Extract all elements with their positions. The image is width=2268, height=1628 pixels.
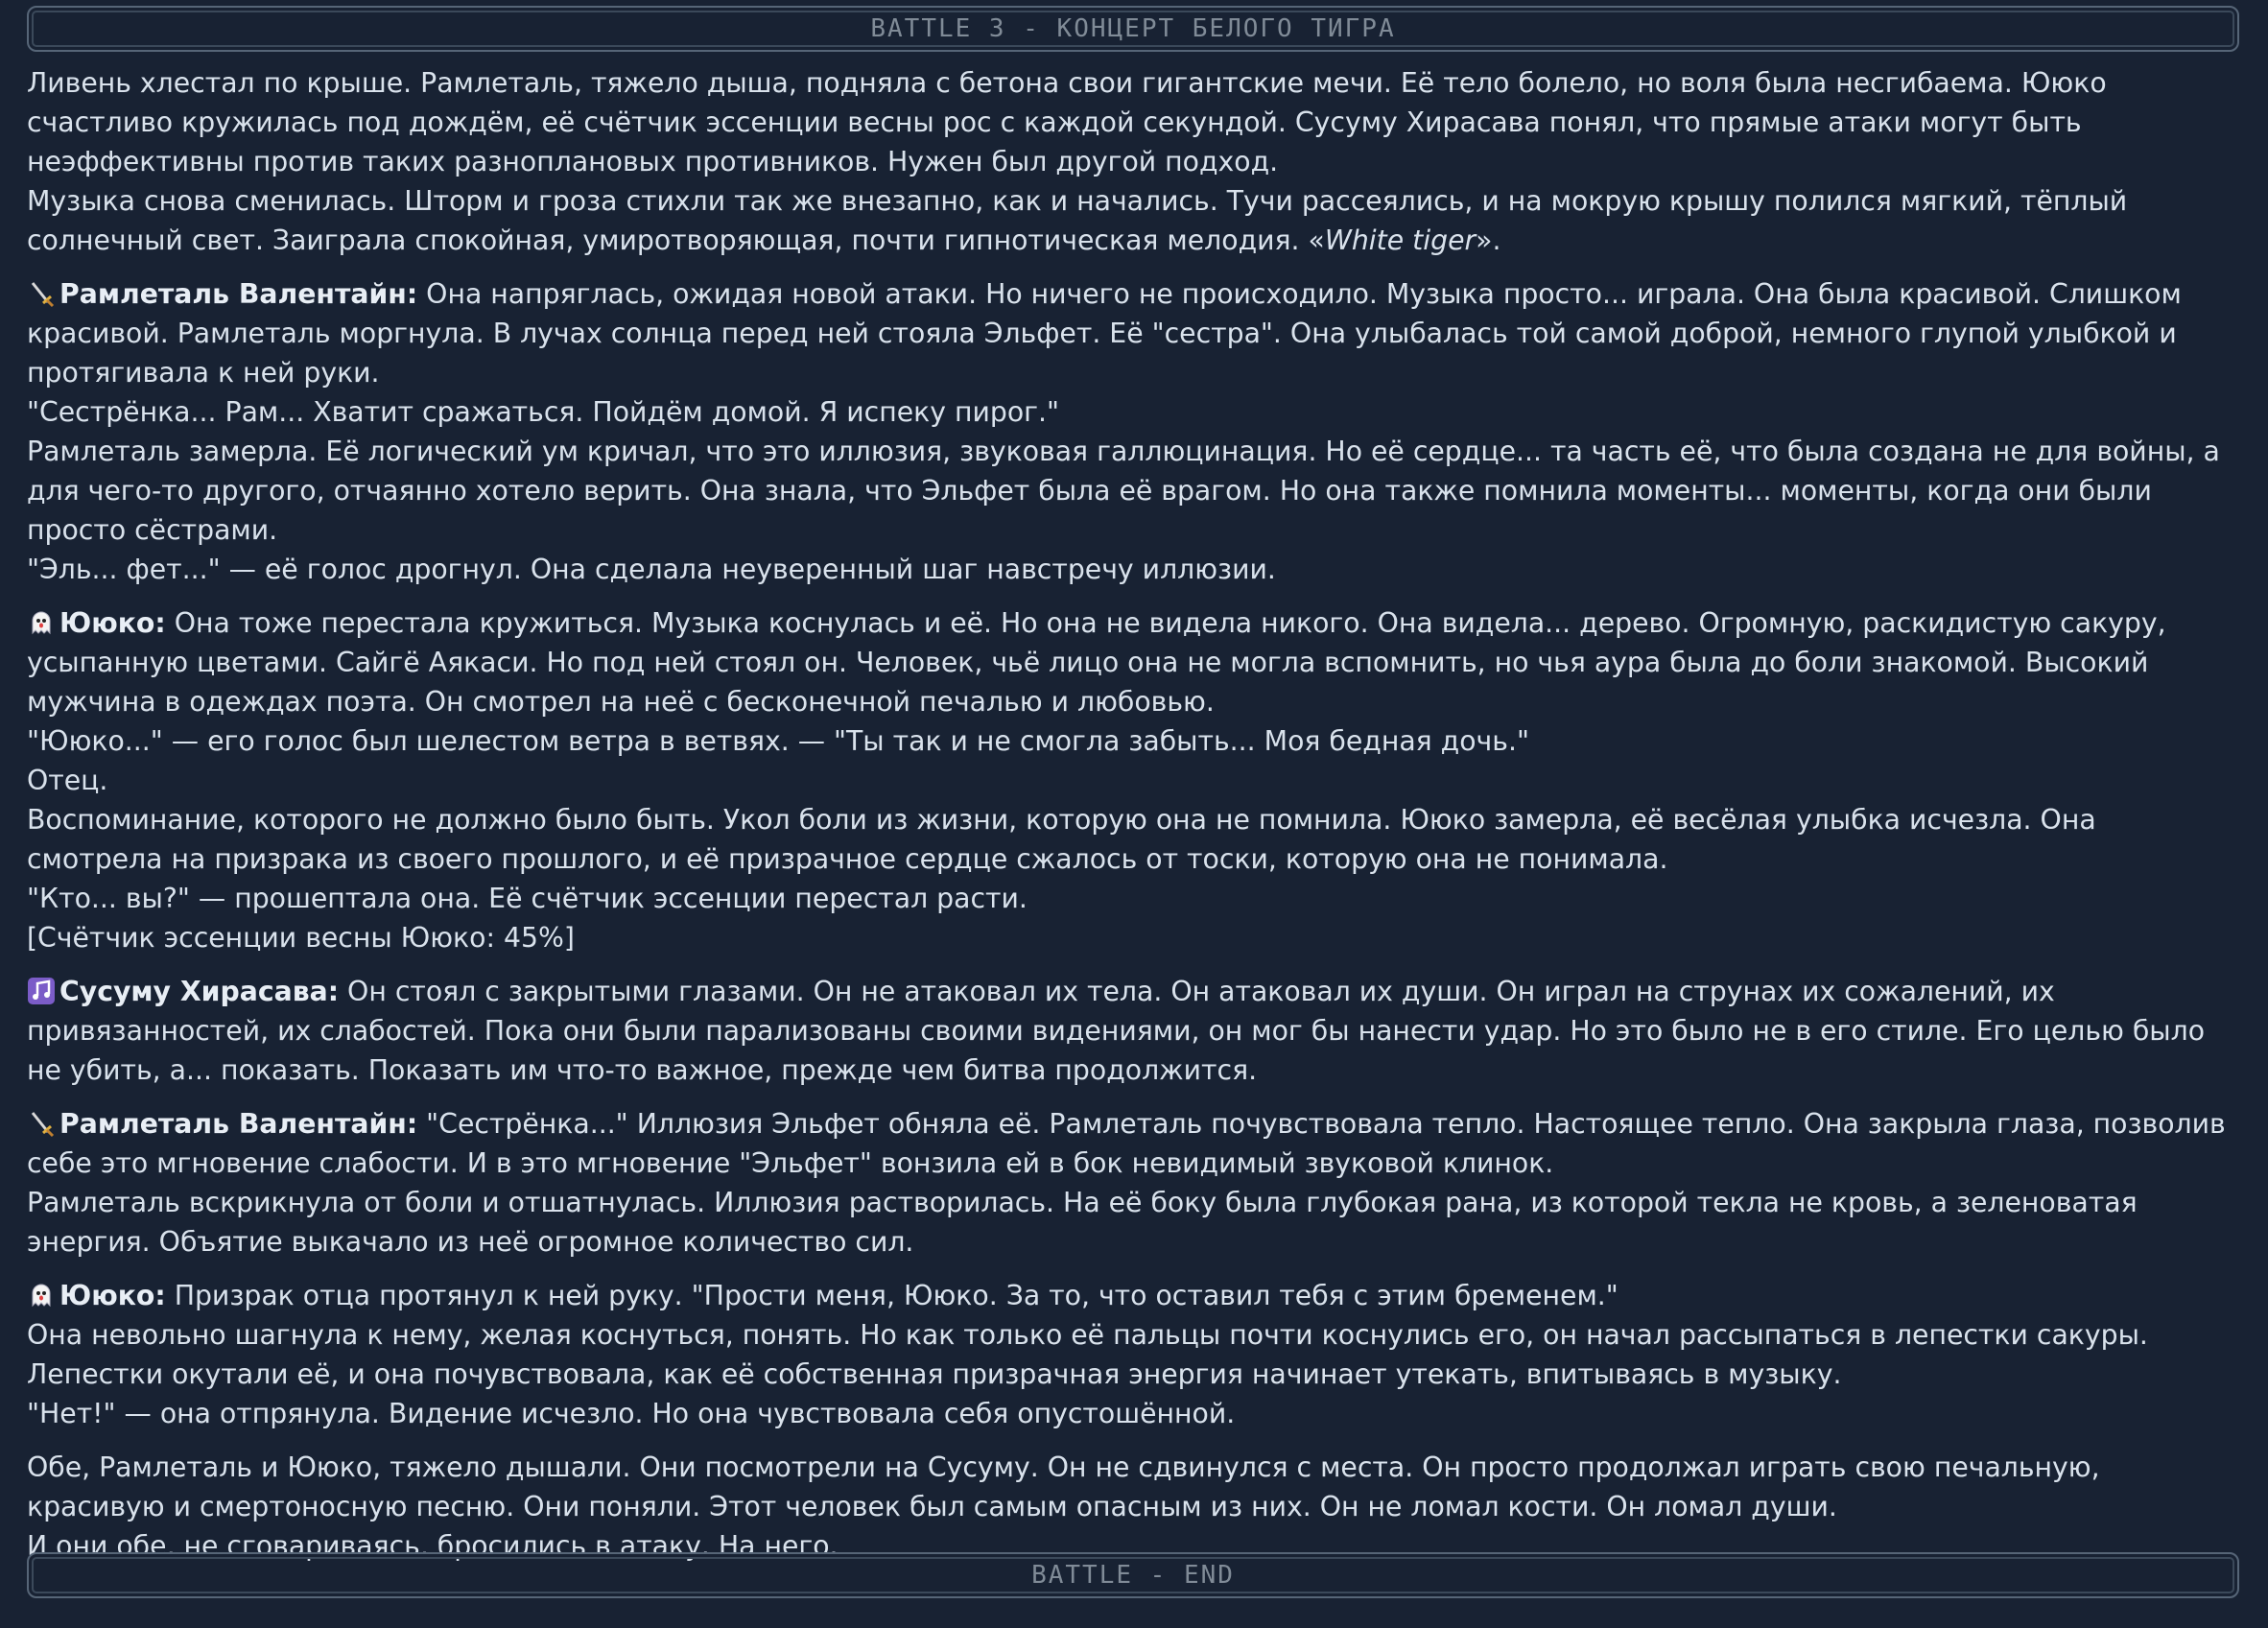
song-title: White tiger [1324,224,1477,256]
story-text [27,63,2239,1566]
battle-header [27,6,2239,52]
yuyuko-line-3: Отец. [27,765,108,796]
speaker-name: Ююко: [59,1280,166,1311]
yuyuko-line-1 [27,603,2239,721]
outro-line-2: И они обе, не сговариваясь, бросились в атаку. На него. [27,1530,839,1562]
outro-paragraph [27,1448,2239,1566]
ramlethal-text-1: Она напряглась, ожидая новой атаки. Но ничего не происходило. Музыка просто... играла. Она была красивой. Слишком красивой. Рамлеталь моргнула. В лучах солнца перед ней стояла Эльфет. Её "сестра". Она улыбалась той самой доброй, немного глупой улыбкой и протягивала к ней руки. [27,278,2182,389]
susumu-text-1: Он стоял с закрытыми глазами. Он не атаковал их тела. Он атаковал их души. Он играл на струнах их сожалений, их привязанностей, их слабостей. Пока они были парализованы своими видениями, он мог бы нанести удар. Но это было не в его стиле. Его целью было не убить, а... показать. Показать им что-то важное, прежде чем битва продолжится. [27,976,2206,1086]
ramlethal2-line-2: Рамлеталь вскрикнула от боли и отшатнулась. Иллюзия растворилась. На её боку была глубокая рана, из которой текла не кровь, а зеленоватая энергия. Объятие выкачало из неё огромное количество сил. [27,1187,2138,1258]
yuyuko-line-5: "Кто... вы?" — прошептала она. Её счётчик эссенции перестал расти. [27,883,1028,914]
ramlethal-line-1 [27,274,2239,392]
yuyuko-line-2: "Ююко..." — его голос был шелестом ветра в ветвях. — "Ты так и не смогла забыть... Моя бедная дочь." [27,725,1529,757]
yuyuko-text-1: Она тоже перестала кружиться. Музыка коснулась и её. Но она не видела никого. Она видела... дерево. Огромную, раскидистую сакуру, усыпанную цветами. Сайгё Аякаси. Но под ней стоял он. Человек, чьё лицо она не могла вспомнить, но чья аура была до боли знакомой. Высокий мужчина в одеждах поэта. Он смотрел на неё с бесконечной печалью и любовью. [27,607,2166,718]
ramlethal-paragraph-2 [27,1104,2239,1262]
battle-footer [27,1552,2239,1598]
speaker-name: Сусуму Хирасава: [59,976,340,1007]
yuyuko-line-4: Воспоминание, которого не должно было быть. Укол боли из жизни, которую она не помнила. Ююко замерла, её весёлая улыбка исчезла. Она смотрела на призрака из своего прошлого, и её призрачное сердце сжалось от тоски, которую она не понимала. [27,804,2096,875]
battle-title: BATTLE 3 - КОНЦЕРТ БЕЛОГО ТИГРА [870,14,1396,43]
music-icon [27,977,56,1005]
ghost-icon [27,1281,56,1309]
intro-paragraph [27,63,2239,260]
essence-counter: [Счётчик эссенции весны Ююко: 45%] [27,922,575,954]
yuyuko-paragraph-1 [27,603,2239,957]
yuyuko2-line-3: "Нет!" — она отпрянула. Видение исчезло. Но она чувствовала себя опустошённой. [27,1398,1236,1429]
ramlethal-line-4: "Эль... фет..." — её голос дрогнул. Она сделала неуверенный шаг навстречу иллюзии. [27,554,1276,585]
battle-end-title: BATTLE - END [1031,1561,1235,1590]
outro-line-1: Обе, Рамлеталь и Ююко, тяжело дышали. Они посмотрели на Сусуму. Он не сдвинулся с места. Он просто продолжал играть свою печальную, красивую и смертоносную песню. Они поняли. Этот человек был самым опасным из них. Он не ломал кости. Он ломал души. [27,1451,2100,1522]
battle-log [27,6,2239,1590]
yuyuko2-line-2: Она невольно шагнула к нему, желая коснуться, понять. Но как только её пальцы почти коснулись его, он начал рассыпаться в лепестки сакуры. Лепестки окутали её, и она почувствовала, как её собственная призрачная энергия начинает утекать, впитываясь в музыку. [27,1319,2148,1390]
yuyuko-paragraph-2 [27,1276,2239,1433]
intro-line-2-text: Музыка снова сменилась. Шторм и гроза стихли так же внезапно, как и начались. Тучи рассеялись, и на мокрую крышу полился мягкий, тёплый солнечный свет. Заиграла спокойная, умиротворяющая, почти гипнотическая мелодия. « [27,185,2128,256]
ramlethal-line-2: "Сестрёнка... Рам... Хватит сражаться. Пойдём домой. Я испеку пирог." [27,396,1060,428]
speaker-name: Рамлеталь Валентайн: [59,278,418,310]
ramlethal2-line-1 [27,1104,2239,1183]
speaker-name: Ююко: [59,607,166,639]
yuyuko2-text-1: Призрак отца протянул к ней руку. "Прости меня, Ююко. За то, что оставил тебя с этим бременем." [174,1280,1618,1311]
ramlethal2-text-1: "Сестрёнка..." Иллюзия Эльфет обняла её. Рамлеталь почувствовала тепло. Настоящее тепло. Она закрыла глаза, позволив себе это мгновение слабости. И в это мгновение "Эльфет" вонзила ей в бок невидимый звуковой клинок. [27,1108,2226,1179]
sword-icon [27,1109,56,1138]
susumu-paragraph [27,972,2239,1090]
sword-icon [27,279,56,308]
speaker-name: Рамлеталь Валентайн: [59,1108,418,1140]
intro-line-1: Ливень хлестал по крыше. Рамлеталь, тяжело дыша, подняла с бетона свои гигантские мечи. Её тело болело, но воля была несгибаема. Ююко счастливо кружилась под дождём, её счётчик эссенции весны рос с каждой секундой. Сусуму Хирасава понял, что прямые атаки могут быть неэффективны против таких разноплановых противников. Нужен был другой подход. [27,67,2107,177]
ramlethal-line-3: Рамлеталь замерла. Её логический ум кричал, что это иллюзия, звуковая галлюцинация. Но её сердце... та часть её, что была создана не для войны, а для чего-то другого, отчаянно хотело верить. Она знала, что Эльфет была её врагом. Но она также помнила моменты... моменты, когда они были просто сёстрами. [27,436,2220,546]
ramlethal-paragraph-1 [27,274,2239,589]
yuyuko2-line-1 [27,1276,2239,1315]
ghost-icon [27,608,56,637]
intro-line-2 [27,181,2239,260]
intro-line-2-end: ». [1476,224,1501,256]
susumu-line-1 [27,972,2239,1090]
